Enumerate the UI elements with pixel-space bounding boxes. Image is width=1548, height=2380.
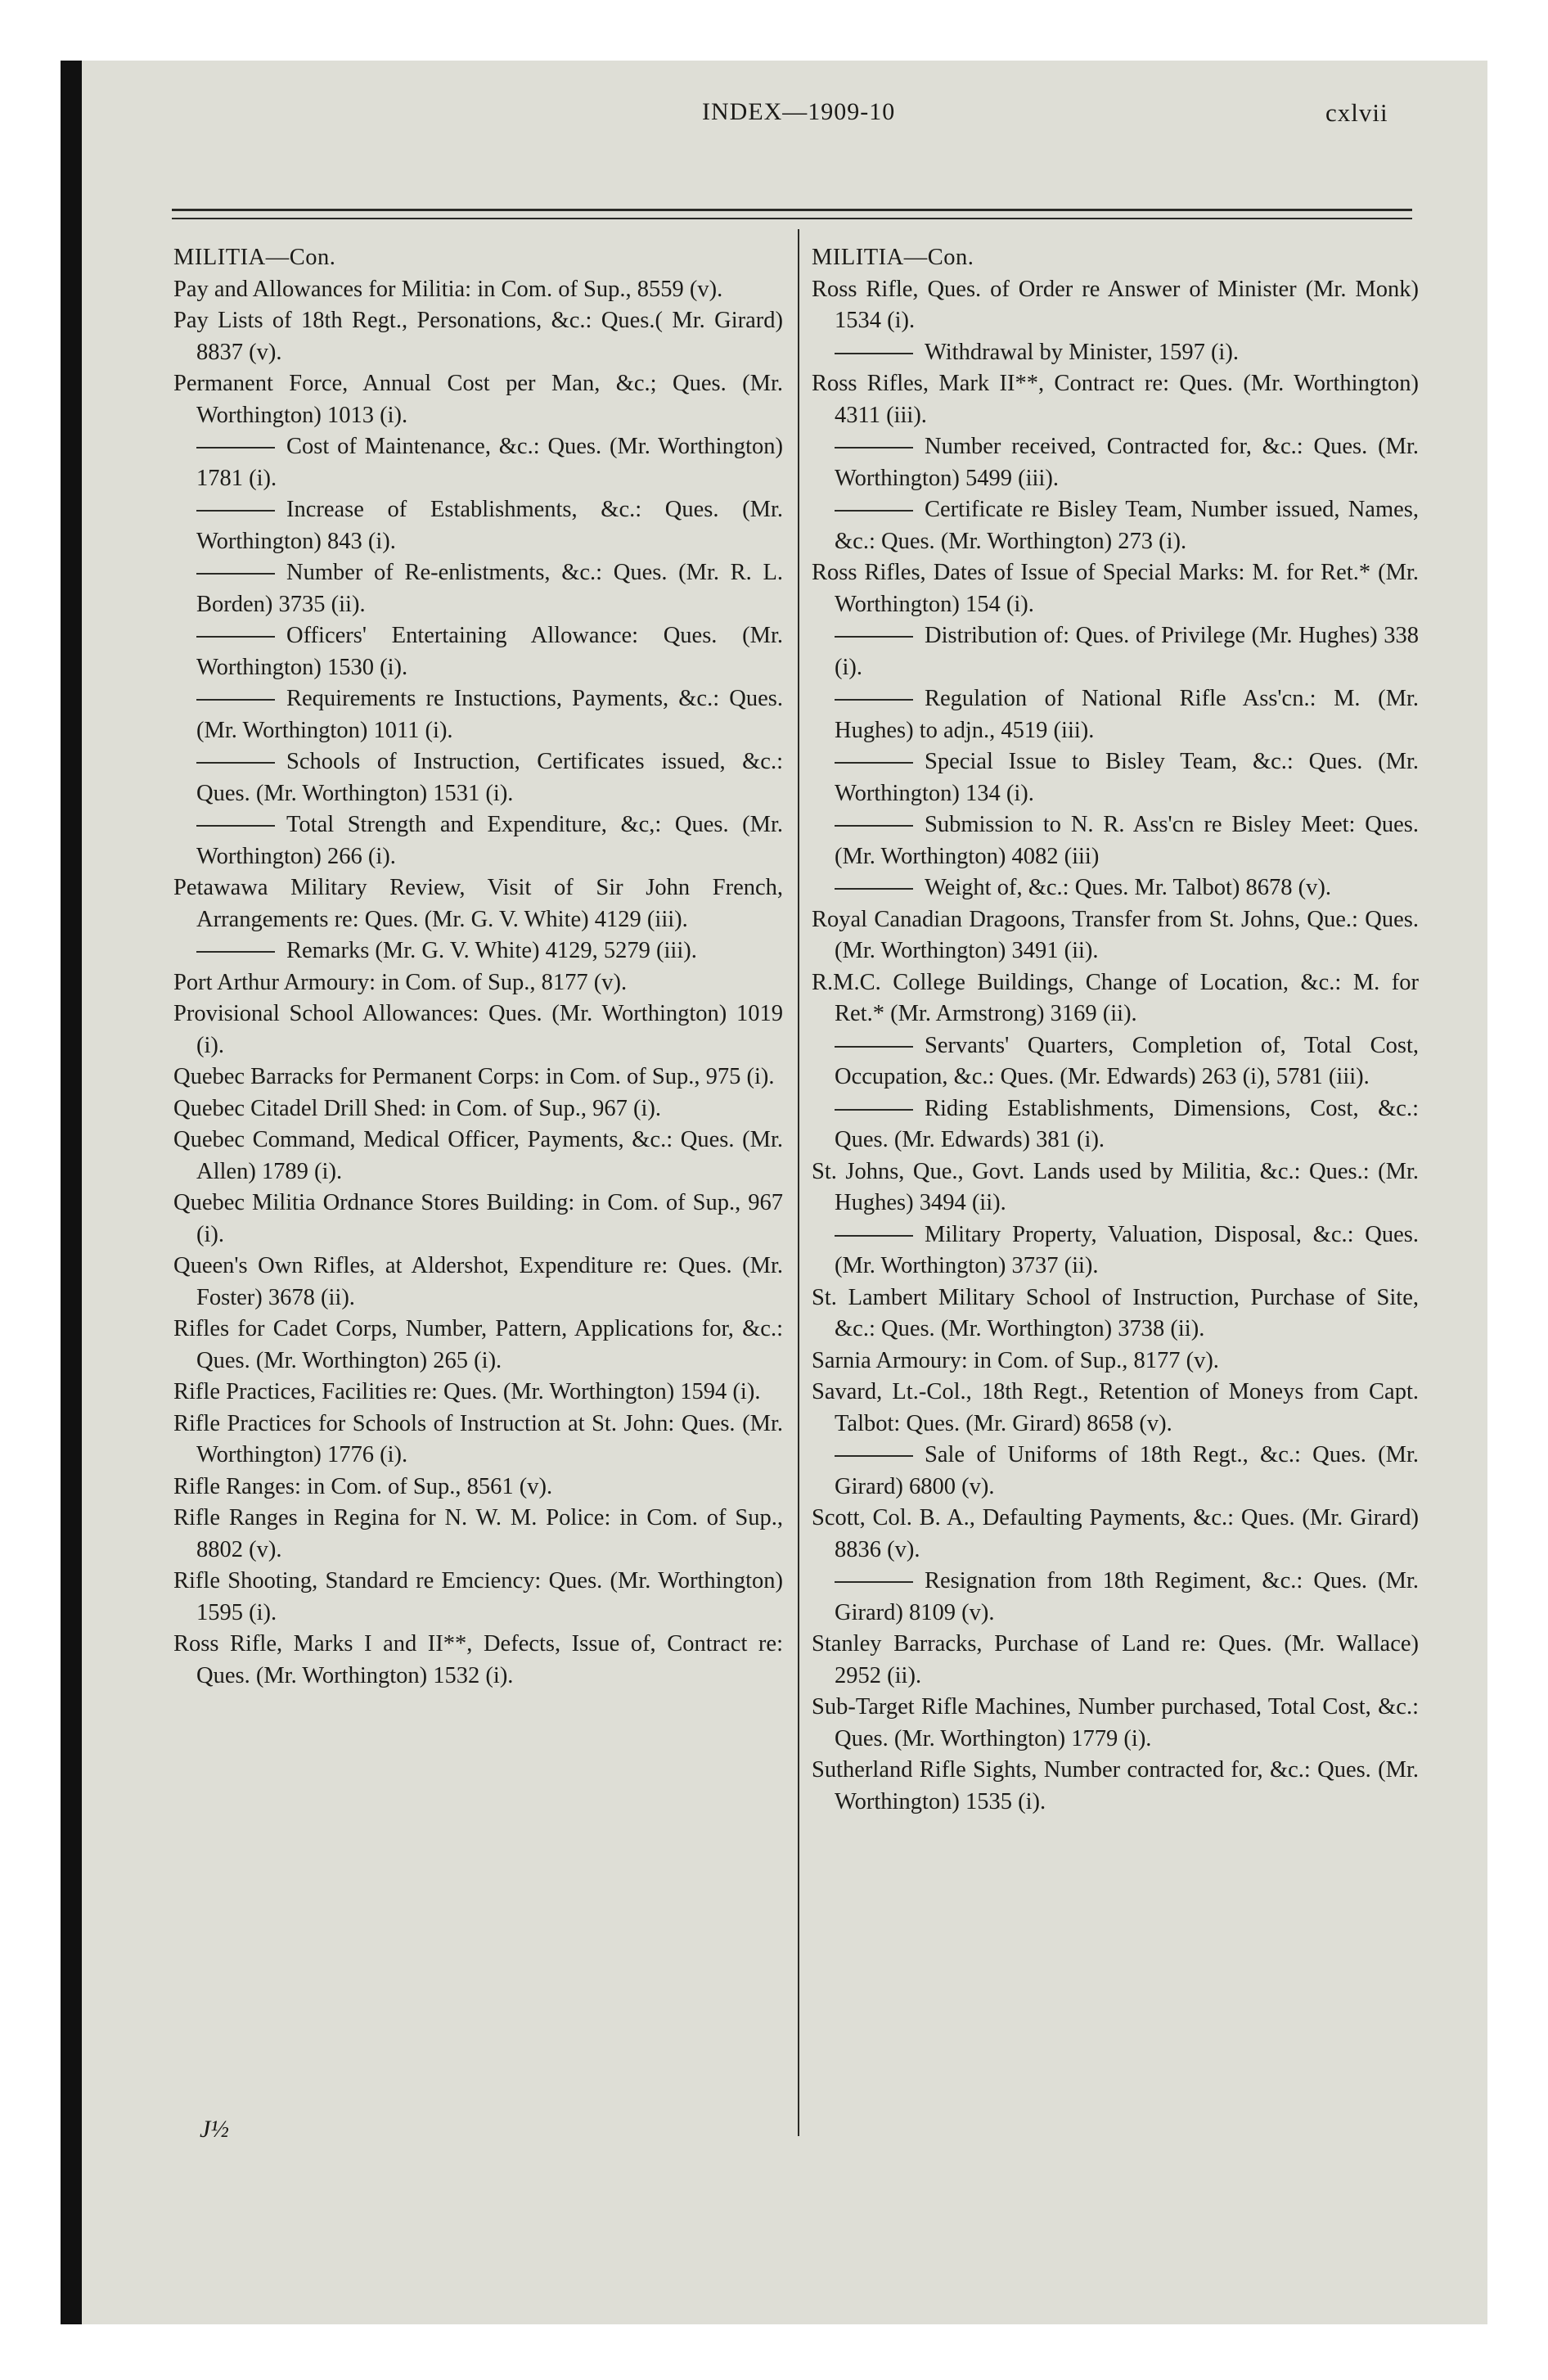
index-subentry — [812, 683, 1419, 746]
entry-text: Ross Rifles, Dates of Issue of Special Marks: M. for Ret.* (Mr. Worthington) 154 (i). — [812, 560, 1419, 617]
index-subentry — [812, 431, 1419, 494]
index-entry — [812, 368, 1419, 431]
entry-list — [173, 274, 783, 1693]
index-subentry — [173, 431, 783, 494]
running-header-title: INDEX—1909-10 — [702, 98, 896, 125]
index-entry — [812, 1755, 1419, 1818]
index-subentry — [812, 1219, 1419, 1282]
index-subentry — [812, 620, 1419, 683]
entry-text: Quebec Barracks for Permanent Corps: in Com. of Sup., 975 (i). — [173, 1064, 775, 1089]
ditto-dash — [835, 1109, 913, 1111]
index-subentry — [173, 935, 783, 967]
index-subentry — [173, 746, 783, 809]
entry-text: Weight of, &c.: Ques. Mr. Talbot) 8678 (v). — [925, 875, 1332, 900]
index-entry — [812, 1282, 1419, 1346]
entry-text: Sale of Uniforms of 18th Regt., &c.: Ques. (Mr. Girard) 6800 (v). — [835, 1442, 1419, 1499]
entry-text: Special Issue to Bisley Team, &c.: Ques. (Mr. Worthington) 134 (i). — [835, 749, 1419, 806]
ditto-dash — [196, 699, 275, 701]
entry-text: Officers' Entertaining Allowance: Ques. (Mr. Worthington) 1530 (i). — [196, 623, 783, 680]
entry-text: Stanley Barracks, Purchase of Land re: Ques. (Mr. Wallace) 2952 (ii). — [812, 1631, 1419, 1688]
entry-text: Number of Re-enlistments, &c.: Ques. (Mr. R. L. Borden) 3735 (ii). — [196, 560, 783, 617]
index-entry — [812, 1346, 1419, 1377]
index-subentry — [173, 809, 783, 872]
entry-text: Resignation from 18th Regiment, &c.: Ques. (Mr. Girard) 8109 (v). — [835, 1568, 1419, 1625]
index-entry — [812, 557, 1419, 620]
index-entry — [173, 1629, 783, 1692]
entry-text: Rifle Practices, Facilities re: Ques. (Mr. Worthington) 1594 (i). — [173, 1379, 761, 1404]
entry-list — [812, 274, 1419, 1819]
entry-text: Schools of Instruction, Certificates issued, &c.: Ques. (Mr. Worthington) 1531 (i). — [196, 749, 783, 806]
ditto-dash — [835, 636, 913, 638]
entry-text: Quebec Militia Ordnance Stores Building: in Com. of Sup., 967 (i). — [173, 1190, 783, 1247]
ditto-dash — [835, 510, 913, 512]
entry-text: Regulation of National Rifle Ass'cn.: M. (Mr. Hughes) to adjn., 4519 (iii). — [835, 686, 1419, 743]
index-subentry — [173, 494, 783, 557]
entry-text: Cost of Maintenance, &c.: Ques. (Mr. Worthington) 1781 (i). — [196, 434, 783, 491]
index-subentry — [812, 1566, 1419, 1629]
index-entry — [173, 1472, 783, 1503]
index-entry — [173, 1188, 783, 1251]
entry-text: Pay and Allowances for Militia: in Com. of Sup., 8559 (v). — [173, 276, 723, 302]
entry-text: Savard, Lt.-Col., 18th Regt., Retention of Moneys from Capt. Talbot: Ques. (Mr. Girard) 8658 (v). — [812, 1379, 1419, 1436]
index-subentry — [812, 746, 1419, 809]
ditto-dash — [196, 636, 275, 638]
index-subentry — [812, 1440, 1419, 1503]
index-subentry — [812, 1030, 1419, 1093]
index-entry — [173, 1125, 783, 1188]
entry-text: Sarnia Armoury: in Com. of Sup., 8177 (v). — [812, 1347, 1219, 1373]
ditto-dash — [835, 1455, 913, 1457]
index-entry — [173, 1314, 783, 1377]
page-number: cxlvii — [1325, 98, 1388, 127]
ditto-dash — [196, 510, 275, 512]
index-entry — [812, 274, 1419, 337]
entry-text: Ross Rifle, Marks I and II**, Defects, Issue of, Contract re: Ques. (Mr. Worthington) 1532 (i). — [173, 1631, 783, 1688]
entry-text: Increase of Establishments, &c.: Ques. (Mr. Worthington) 843 (i). — [196, 497, 783, 554]
header-rule-bottom — [172, 218, 1412, 219]
entry-text: Remarks (Mr. G. V. White) 4129, 5279 (iii). — [286, 938, 697, 963]
left-column — [173, 242, 783, 1692]
entry-text: Ross Rifles, Mark II**, Contract re: Ques. (Mr. Worthington) 4311 (iii). — [812, 371, 1419, 428]
entry-text: Sutherland Rifle Sights, Number contracted for, &c.: Ques. (Mr. Worthington) 1535 (i). — [812, 1757, 1419, 1814]
ditto-dash — [835, 1581, 913, 1583]
index-entry — [173, 368, 783, 431]
index-subentry — [812, 872, 1419, 904]
index-entry — [812, 1692, 1419, 1755]
entry-text: Requirements re Instuctions, Payments, &c.: Ques. (Mr. Worthington) 1011 (i). — [196, 686, 783, 743]
index-entry — [173, 998, 783, 1062]
ditto-dash — [196, 762, 275, 764]
ditto-dash — [835, 699, 913, 701]
entry-text: Ross Rifle, Ques. of Order re Answer of Minister (Mr. Monk) 1534 (i). — [812, 276, 1419, 333]
entry-text: Certificate re Bisley Team, Number issued, Names, &c.: Ques. (Mr. Worthington) 273 (i). — [835, 497, 1419, 554]
signature-mark: J½ — [200, 2116, 229, 2143]
section-heading: MILITIA—Con. — [173, 245, 336, 270]
index-entry — [173, 1062, 783, 1093]
index-entry — [812, 1156, 1419, 1219]
ditto-dash — [196, 951, 275, 953]
ditto-dash — [835, 353, 913, 354]
entry-text: Total Strength and Expenditure, &c,: Ques. (Mr. Worthington) 266 (i). — [196, 812, 783, 869]
index-entry — [812, 904, 1419, 967]
entry-text: Sub-Target Rifle Machines, Number purchased, Total Cost, &c.: Ques. (Mr. Worthington) 1779 (i). — [812, 1694, 1419, 1751]
index-entry — [173, 1251, 783, 1314]
ditto-dash — [196, 825, 275, 827]
entry-text: Rifles for Cadet Corps, Number, Pattern, Applications for, &c.: Ques. (Mr. Worthington) 265 (i). — [173, 1316, 783, 1373]
index-entry — [812, 1377, 1419, 1440]
ditto-dash — [835, 888, 913, 890]
index-subentry — [173, 557, 783, 620]
entry-text: Provisional School Allowances: Ques. (Mr. Worthington) 1019 (i). — [173, 1001, 783, 1058]
entry-text: Distribution of: Ques. of Privilege (Mr. Hughes) 338 (i). — [835, 623, 1419, 680]
entry-text: Servants' Quarters, Completion of, Total Cost, Occupation, &c.: Ques. (Mr. Edwards) 263 (i), 5781 (iii). — [835, 1032, 1419, 1089]
entry-text: Petawawa Military Review, Visit of Sir John French, Arrangements re: Ques. (Mr. G. V. White) 4129 (iii). — [173, 875, 783, 932]
entry-text: Military Property, Valuation, Disposal, &c.: Ques. (Mr. Worthington) 3737 (ii). — [835, 1221, 1419, 1278]
entry-text: Permanent Force, Annual Cost per Man, &c.; Ques. (Mr. Worthington) 1013 (i). — [173, 371, 783, 428]
entry-text: Rifle Ranges: in Com. of Sup., 8561 (v). — [173, 1473, 553, 1499]
index-subentry — [173, 683, 783, 746]
index-entry — [173, 1566, 783, 1629]
ditto-dash — [835, 447, 913, 449]
section-heading: MILITIA—Con. — [812, 245, 974, 270]
column-divider — [798, 229, 799, 2136]
entry-text: Submission to N. R. Ass'cn re Bisley Meet: Ques. (Mr. Worthington) 4082 (iii) — [835, 812, 1419, 869]
ditto-dash — [835, 762, 913, 764]
index-entry — [173, 274, 783, 306]
entry-text: Scott, Col. B. A., Defaulting Payments, &c.: Ques. (Mr. Girard) 8836 (v). — [812, 1505, 1419, 1562]
ditto-dash — [196, 447, 275, 449]
index-entry — [173, 1377, 783, 1409]
right-column — [812, 242, 1419, 1818]
index-entry — [173, 305, 783, 368]
index-entry — [173, 1503, 783, 1566]
entry-text: Number received, Contracted for, &c.: Ques. (Mr. Worthington) 5499 (iii). — [835, 434, 1419, 491]
entry-text: Rifle Shooting, Standard re Emciency: Ques. (Mr. Worthington) 1595 (i). — [173, 1568, 783, 1625]
entry-text: Royal Canadian Dragoons, Transfer from St. Johns, Que.: Ques. (Mr. Worthington) 3491 (ii). — [812, 906, 1419, 963]
entry-text: Rifle Ranges in Regina for N. W. M. Police: in Com. of Sup., 8802 (v). — [173, 1505, 783, 1562]
index-entry — [812, 967, 1419, 1030]
index-entry — [173, 967, 783, 999]
ditto-dash — [835, 1235, 913, 1237]
header-rule-top — [172, 209, 1412, 211]
index-entry — [173, 872, 783, 935]
index-entry — [173, 1093, 783, 1125]
entry-text: Pay Lists of 18th Regt., Personations, &c.: Ques.( Mr. Girard) 8837 (v). — [173, 308, 783, 365]
entry-text: Queen's Own Rifles, at Aldershot, Expenditure re: Ques. (Mr. Foster) 3678 (ii). — [173, 1253, 783, 1310]
entry-text: Riding Establishments, Dimensions, Cost, &c.: Ques. (Mr. Edwards) 381 (i). — [835, 1095, 1419, 1152]
entry-text: Quebec Citadel Drill Shed: in Com. of Sup., 967 (i). — [173, 1095, 662, 1121]
index-subentry — [812, 494, 1419, 557]
entry-text: Port Arthur Armoury: in Com. of Sup., 8177 (v). — [173, 969, 628, 995]
index-subentry — [173, 620, 783, 683]
index-entry — [812, 1629, 1419, 1692]
entry-text: Quebec Command, Medical Officer, Payments, &c.: Ques. (Mr. Allen) 1789 (i). — [173, 1127, 783, 1184]
entry-text: R.M.C. College Buildings, Change of Location, &c.: M. for Ret.* (Mr. Armstrong) 3169 (ii). — [812, 969, 1419, 1026]
index-entry — [173, 1409, 783, 1472]
ditto-dash — [835, 1046, 913, 1048]
index-entry — [812, 1503, 1419, 1566]
entry-text: Rifle Practices for Schools of Instruction at St. John: Ques. (Mr. Worthington) 1776 (i). — [173, 1410, 783, 1467]
ditto-dash — [196, 573, 275, 575]
ditto-dash — [835, 825, 913, 827]
binding-edge — [61, 61, 82, 2324]
entry-text: St. Lambert Military School of Instruction, Purchase of Site, &c.: Ques. (Mr. Worthington) 3738 (ii). — [812, 1284, 1419, 1341]
entry-text: Withdrawal by Minister, 1597 (i). — [925, 339, 1239, 365]
index-subentry — [812, 809, 1419, 872]
entry-text: St. Johns, Que., Govt. Lands used by Militia, &c.: Ques.: (Mr. Hughes) 3494 (ii). — [812, 1158, 1419, 1215]
index-subentry — [812, 1093, 1419, 1156]
index-subentry — [812, 337, 1419, 369]
